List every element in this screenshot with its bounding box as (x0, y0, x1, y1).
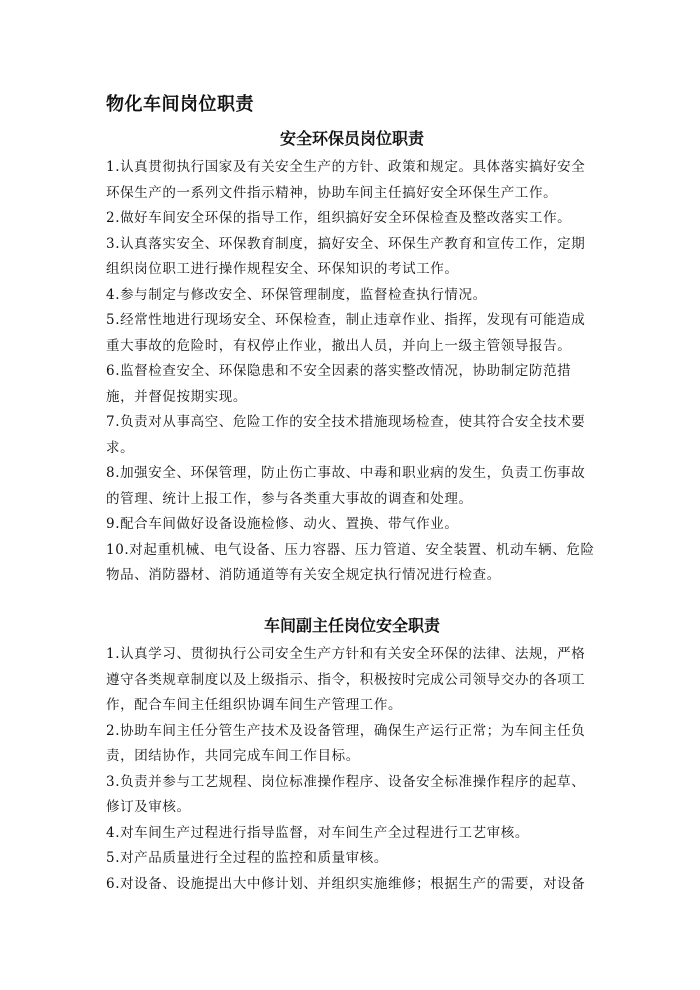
section-safety-officer (106, 125, 598, 589)
duty-item: 4.参与制定与修改安全、环保管理制度，监督检查执行情况。 (106, 286, 487, 303)
duty-item: 5.对产品质量进行全过程的监控和质量审核。 (106, 850, 388, 866)
duty-list (106, 155, 598, 589)
section-deputy-director (106, 612, 598, 897)
section-title: 车间副主任岗位安全职责 (263, 616, 440, 635)
duty-item: 7.负责对从事高空、危险工作的安全技术措施现场检查，使其符合安全技术要求。 (106, 414, 586, 456)
document-title: 物化车间岗位职责 (106, 94, 254, 115)
duty-item: 6.对设备、设施提出大中修计划、并组织实施维修；根据生产的需要，对设备 (106, 875, 586, 892)
duty-item: 2.做好车间安全环保的指导工作，组织搞好安全环保检查及整改落实工作。 (106, 210, 572, 226)
duty-item: 10.对起重机械、电气设备、压力容器、压力管道、安全装置、机动车辆、危险物品、消防器材、消防通道等有关安全规定执行情况进行检查。 (106, 541, 595, 583)
duty-item: 2.协助车间主任分管生产技术及设备管理，确保生产运行正常；为车间主任负责，团结协作，共同完成车间工作目标。 (106, 722, 586, 764)
duty-item: 3.负责并参与工艺规程、岗位标准操作程序、设备安全标准操作程序的起草、修订及审核。 (106, 773, 586, 815)
duty-item: 4.对车间生产过程进行指导监督，对车间生产全过程进行工艺审核。 (106, 824, 529, 841)
duty-item: 3.认真落实安全、环保教育制度，搞好安全、环保生产教育和宣传工作，定期组织岗位职工进行操作规程安全、环保知识的考试工作。 (106, 235, 586, 277)
duty-item: 9.配合车间做好设备设施检修、动火、置换、带气作业。 (106, 516, 459, 532)
section-title: 安全环保员岗位职责 (279, 129, 424, 148)
duty-item: 6.监督检查安全、环保隐患和不安全因素的落实整改情况，协助制定防范措施，并督促按期实现。 (106, 363, 572, 405)
duty-item: 1.认真学习、贯彻执行公司安全生产方针和有关安全环保的法律、法规，严格遵守各类规章制度以及上级指示、指令，积极按时完成公司领导交办的各项工作，配合车间主任组织协调车间生产管理工作。 (106, 646, 586, 713)
duty-item: 5.经常性地进行现场安全、环保检查，制止违章作业、指挥，发现有可能造成重大事故的危险时，有权停止作业，撤出人员，并向上一级主管领导报告。 (106, 312, 586, 354)
duty-item: 1.认真贯彻执行国家及有关安全生产的方针、政策和规定。具体落实搞好安全环保生产的一系列文件指示精神，协助车间主任搞好安全环保生产工作。 (106, 159, 586, 201)
duty-list (106, 642, 598, 897)
duty-item: 8.加强安全、环保管理，防止伤亡事故、中毒和职业病的发生，负责工伤事故的管理、统计上报工作，参与各类重大事故的调查和处理。 (106, 465, 586, 507)
